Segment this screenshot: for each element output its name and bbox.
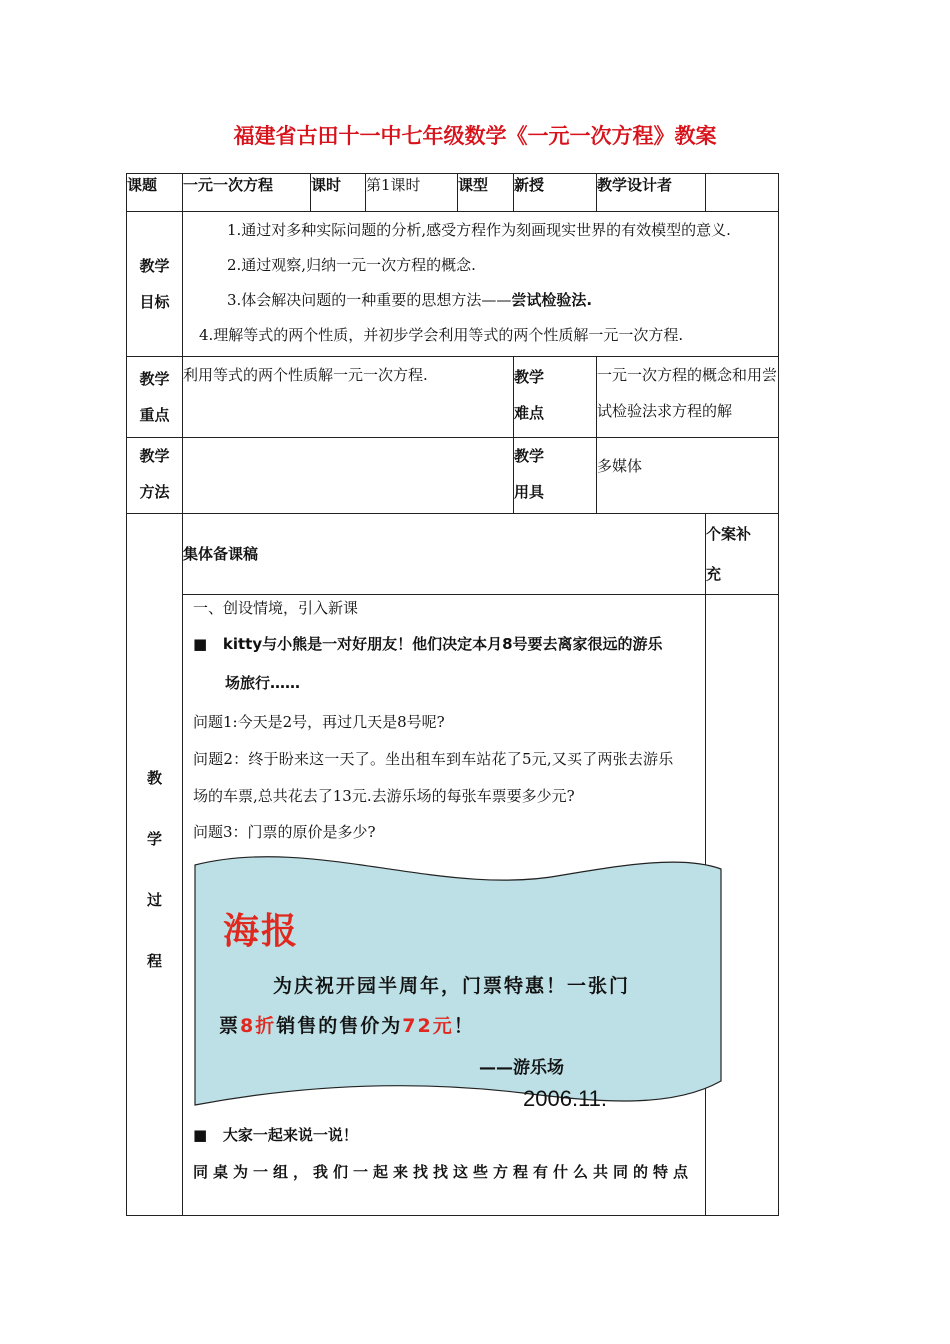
difficulty-label [514, 357, 597, 438]
method-value [183, 438, 514, 514]
method-label [127, 438, 183, 514]
method-label-line-2: 方法 [139, 483, 170, 501]
objectives-content [183, 212, 779, 357]
header-row [127, 174, 779, 212]
designer-value [706, 174, 779, 212]
focus-row [127, 357, 779, 438]
poster-text: 票 [219, 1015, 241, 1037]
question-2-line-1: 问题2：终于盼来这一天了。坐出租车到车站花了5元,又买了两张去游乐 [193, 750, 674, 768]
poster-text: ！ [453, 1015, 475, 1037]
lesson-plan-table [126, 173, 779, 1216]
period-label: 课时 [311, 174, 366, 212]
bullet-paragraph [193, 633, 663, 654]
square-bullet-icon: ■ [193, 1126, 208, 1144]
poster-signature: ——游乐场 [479, 1058, 564, 1078]
bullet-text: kitty与小熊是一对好朋友！他们决定本月8号要去离家很远的游乐 [222, 635, 663, 653]
difficulty-label-line-2: 难点 [514, 404, 545, 422]
objective-item: 2.通过观察,归纳一元一次方程的概念. [227, 256, 476, 274]
objectives-label-line-1: 教学 [139, 257, 170, 275]
draft-label: 集体备课稿 [183, 514, 706, 595]
objective-item-bold: 尝试检验法. [511, 291, 593, 309]
objective-item-text: 3.体会解决问题的一种重要的思想方法—— [227, 291, 512, 309]
section-heading: 一、创设情境，引入新课 [193, 599, 359, 617]
poster-line-1: 为庆祝开园半周年，门票特惠！一张门 [273, 975, 631, 997]
difficulty-label-line-1: 教学 [514, 368, 545, 386]
bullet-paragraph-continuation: 场旅行…… [225, 674, 301, 692]
poster-text: 销售的售价为 [276, 1015, 403, 1037]
focus-label-line-1: 教学 [139, 370, 170, 388]
supplement-label-line-2: 充 [706, 565, 722, 583]
objective-item: 4.理解等式的两个性质，并初步学会利用等式的两个性质解一元一次方程. [199, 326, 684, 344]
process-label-char: 学 [146, 829, 162, 848]
supplement-label-line-1: 个案补 [706, 525, 752, 543]
method-label-line-1: 教学 [139, 447, 170, 465]
tools-label-line-1: 教学 [514, 447, 545, 465]
process-label-char: 教 [146, 768, 162, 787]
poster-banner [193, 853, 723, 1113]
question-1: 问题1:今天是2号，再过几天是8号呢? [193, 713, 445, 731]
focus-value: 利用等式的两个性质解一元一次方程. [183, 357, 514, 438]
poster-heading: 海报 [223, 911, 300, 952]
period-value: 第1课时 [366, 174, 458, 212]
focus-label [127, 357, 183, 438]
supplement-label [706, 514, 779, 595]
focus-label-line-2: 重点 [139, 406, 170, 424]
difficulty-value: 一元一次方程的概念和用尝试检验法求方程的解 [597, 357, 779, 438]
tools-label [514, 438, 597, 514]
topic-value: 一元一次方程 [183, 174, 311, 212]
type-label: 课型 [458, 174, 514, 212]
type-value: 新授 [514, 174, 597, 212]
objectives-row [127, 212, 779, 357]
question-3: 问题3：门票的原价是多少? [193, 823, 376, 841]
poster-price: 72元 [402, 1015, 454, 1037]
tools-value: 多媒体 [597, 438, 779, 514]
bullet-text: 大家一起来说一说！ [222, 1126, 358, 1144]
objective-item [189, 283, 778, 318]
bullet-paragraph [193, 1124, 358, 1145]
method-row [127, 438, 779, 514]
objective-item: 1.通过对多种实际问题的分析,感受方程作为刻画现实世界的有效模型的意义. [227, 221, 731, 239]
process-label-char: 过 [146, 890, 162, 909]
poster-discount: 8折 [240, 1015, 277, 1037]
designer-label: 教学设计者 [597, 174, 706, 212]
process-header-row [127, 514, 779, 595]
objectives-label-line-2: 目标 [139, 293, 170, 311]
page-title: 福建省古田十一中七年级数学《一元一次方程》教案 [233, 124, 717, 148]
closing-line: 同桌为一组，我们一起来找找这些方程有什么共同的特点 [193, 1163, 694, 1181]
question-2-line-2: 场的车票,总共花去了13元.去游乐场的每张车票要多少元? [193, 787, 575, 805]
topic-label: 课题 [127, 174, 183, 212]
process-label [127, 514, 183, 1216]
poster-date: 2006.11. [523, 1086, 608, 1111]
process-label-char: 程 [146, 951, 162, 970]
square-bullet-icon: ■ [193, 635, 208, 653]
process-body-row [127, 595, 779, 1216]
objectives-label [127, 212, 183, 357]
process-content [183, 595, 706, 1216]
poster-line-2 [219, 1011, 475, 1038]
tools-label-line-2: 用具 [514, 483, 545, 501]
